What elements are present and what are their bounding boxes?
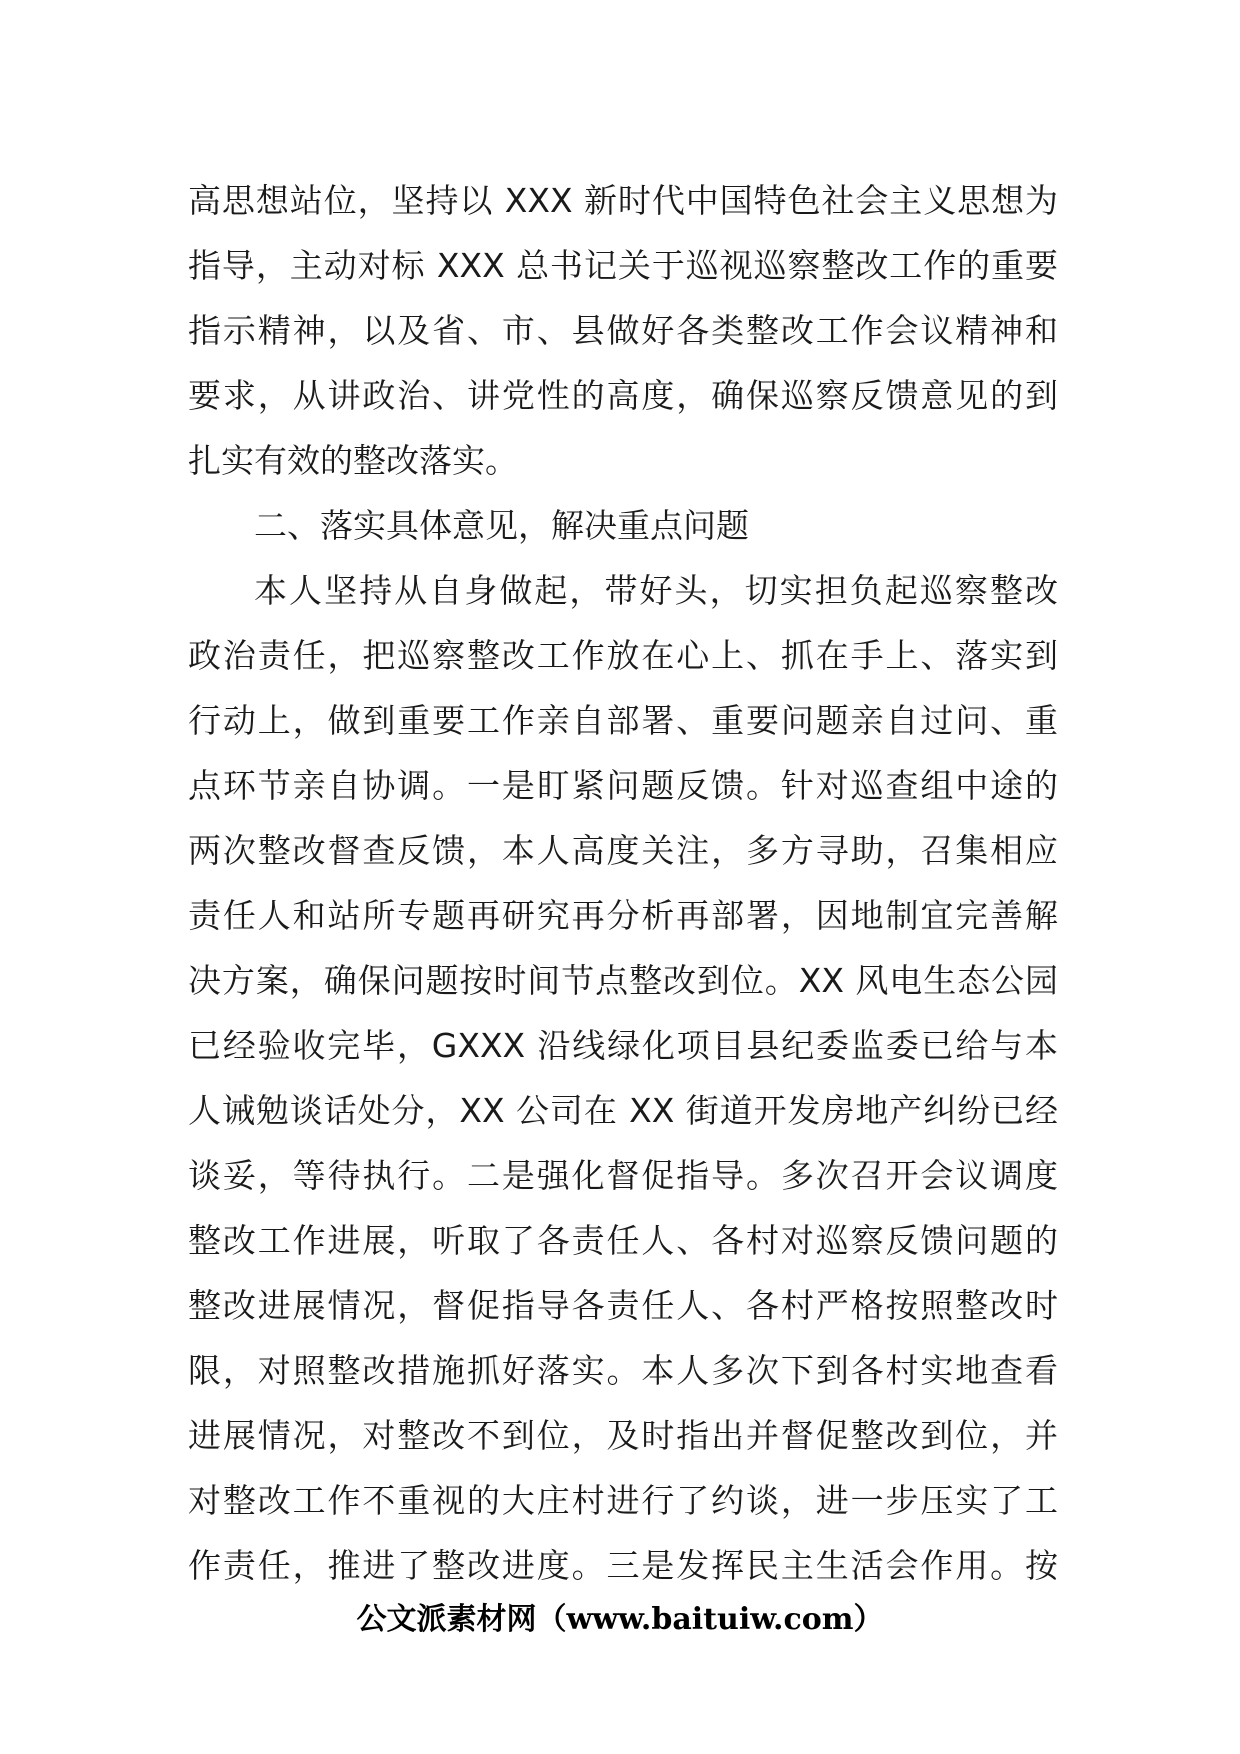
paragraph-line: 谈妥，等待执行。二是强化督促指导。多次召开会议调度 <box>188 1156 1058 1195</box>
paragraph-line: 扎实有效的整改落实。 <box>188 441 518 480</box>
paragraph-line: 整改工作进展，听取了各责任人、各村对巡察反馈问题的 <box>188 1221 1058 1260</box>
paragraph-line: 两次整改督查反馈，本人高度关注，多方寻助，召集相应 <box>188 831 1058 870</box>
paragraph-line: 高思想站位，坚持以 XXX 新时代中国特色社会主义思想为 <box>188 181 1058 220</box>
paragraph-line: 指示精神，以及省、市、县做好各类整改工作会议精神和 <box>188 311 1058 350</box>
paragraph-line: 进展情况，对整改不到位，及时指出并督促整改到位，并 <box>188 1416 1058 1455</box>
paragraph-line: 本人坚持从自身做起，带好头，切实担负起巡察整改 <box>254 571 1058 610</box>
paragraph-line: 要求，从讲政治、讲党性的高度，确保巡察反馈意见的到 <box>188 376 1058 415</box>
paragraph-line: 限，对照整改措施抓好落实。本人多次下到各村实地查看 <box>188 1351 1058 1390</box>
paragraph-line: 行动上，做到重要工作亲自部署、重要问题亲自过问、重 <box>188 701 1058 740</box>
paragraph-line: 作责任，推进了整改进度。三是发挥民主生活会作用。按 <box>188 1546 1058 1585</box>
footer-watermark: 公文派素材网（www.baituiw.com） <box>356 1602 884 1637</box>
paragraph-line: 点环节亲自协调。一是盯紧问题反馈。针对巡查组中途的 <box>188 766 1058 805</box>
paragraph-line: 对整改工作不重视的大庄村进行了约谈，进一步压实了工 <box>188 1481 1058 1520</box>
paragraph-line: 整改进展情况，督促指导各责任人、各村严格按照整改时 <box>188 1286 1058 1325</box>
paragraph-line: 政治责任，把巡察整改工作放在心上、抓在手上、落实到 <box>188 636 1058 675</box>
paragraph-line: 决方案，确保问题按时间节点整改到位。XX 风电生态公园 <box>188 961 1058 1000</box>
paragraph-line: 已经验收完毕，GXXX 沿线绿化项目县纪委监委已给与本 <box>188 1026 1058 1065</box>
paragraph-line: 人诫勉谈话处分，XX 公司在 XX 街道开发房地产纠纷已经 <box>188 1091 1058 1130</box>
document-body <box>188 168 1058 1598</box>
paragraph-line: 责任人和站所专题再研究再分析再部署，因地制宜完善解 <box>188 896 1058 935</box>
section-heading: 二、落实具体意见，解决重点问题 <box>254 506 749 545</box>
paragraph-line: 指导，主动对标 XXX 总书记关于巡视巡察整改工作的重要 <box>188 246 1058 285</box>
